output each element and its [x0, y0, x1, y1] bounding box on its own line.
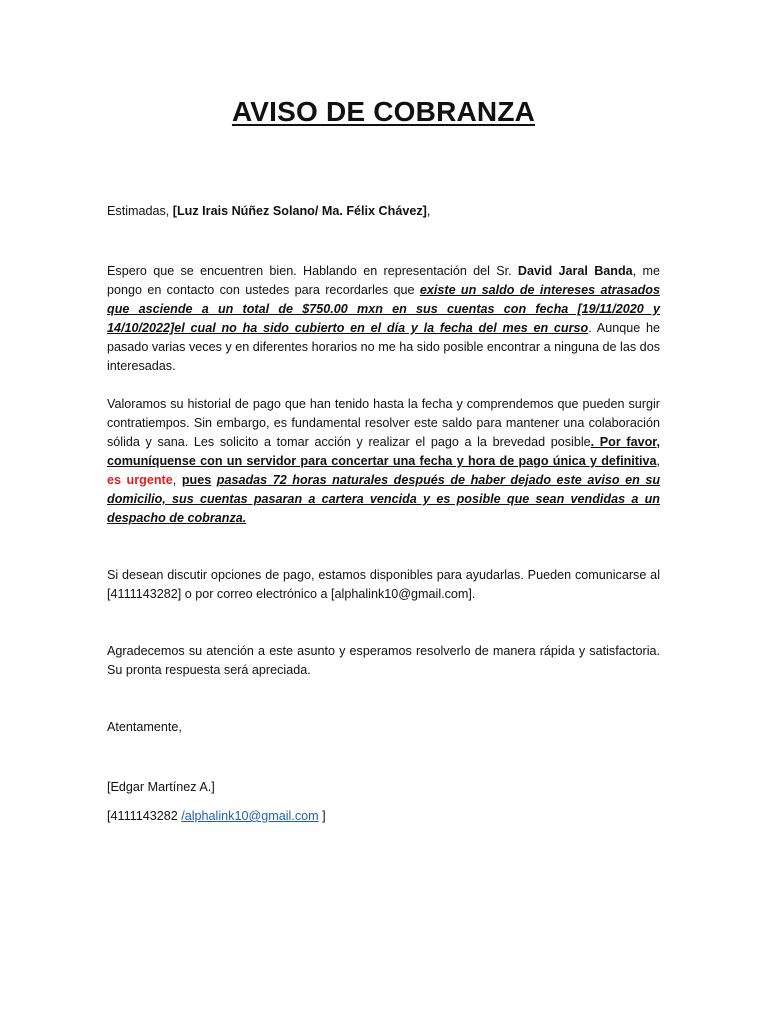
contact-phone: [4111143282 [107, 809, 182, 823]
p1-text-c: . Aunque he pasado varias veces y en diferentes horarios no me ha sido posible encontrar a ninguna de las dos interesadas. [107, 321, 660, 373]
signer-name: [Edgar Martínez A.] [107, 780, 215, 794]
paragraph-1 [107, 262, 660, 376]
greeting-names: [Luz Irais Núñez Solano/ Ma. Félix Chávez] [172, 204, 427, 218]
p2-warning: pasadas 72 horas naturales después de haber dejado este aviso en su domicilio, sus cuentas pasaran a cartera vencida y es posible que sean vendidas a un despacho de cobranza. [107, 473, 661, 525]
p2-comma-1: , [656, 454, 660, 468]
p2-call-to-action: . Por favor, comuníquense con un servidor para concertar una fecha y hora de pago única y definitiva [107, 435, 661, 468]
closing: Atentamente, [107, 720, 182, 734]
signer-contact [107, 807, 660, 826]
email-link[interactable]: /alphalink10@gmail.com [181, 809, 319, 823]
paragraph-2 [107, 395, 660, 528]
p2-text-a: Valoramos su historial de pago que han tenido hasta la fecha y comprendemos que pueden surgir contratiempos. Sin embargo, es fundamental resolver este saldo para mantener una colaboración sólida y sana. Les solicito a tomar acción y realizar el pago a la brevedad posible [107, 397, 660, 449]
p2-pues: pues [181, 473, 212, 487]
p2-urgent: es urgente [107, 473, 173, 487]
p2-comma-2: , [172, 473, 182, 487]
document-title: AVISO DE COBRANZA [231, 96, 536, 127]
p1-text-b: , me pongo en contacto con ustedes para recordarles que [107, 264, 660, 297]
paragraph-4: Agradecemos su atención a este asunto y esperamos resolverlo de manera rápida y satisfactoria. Su pronta respuesta será apreciada. [107, 644, 660, 677]
p1-client-name: David Jaral Banda [517, 264, 633, 278]
paragraph-3: Si desean discutir opciones de pago, estamos disponibles para ayudarlas. Pueden comunicarse al [4111143282] o por correo electrónico a [alphalink10@gmail.com]. [107, 568, 660, 601]
greeting [107, 202, 660, 221]
greeting-prefix: Estimadas, [107, 204, 173, 218]
contact-suffix: ] [318, 809, 326, 823]
greeting-suffix: , [426, 204, 431, 218]
p1-emphasis: existe un saldo de intereses atrasados que asciende a un total de $750.00 mxn en sus cuentas con fecha [19/11/2020 y 14/10/2022]el cual no ha sido cubierto en el día y la fecha del mes en curso [107, 283, 660, 335]
p1-text-a: Espero que se encuentren bien. Hablando en representación del Sr. [107, 264, 518, 278]
